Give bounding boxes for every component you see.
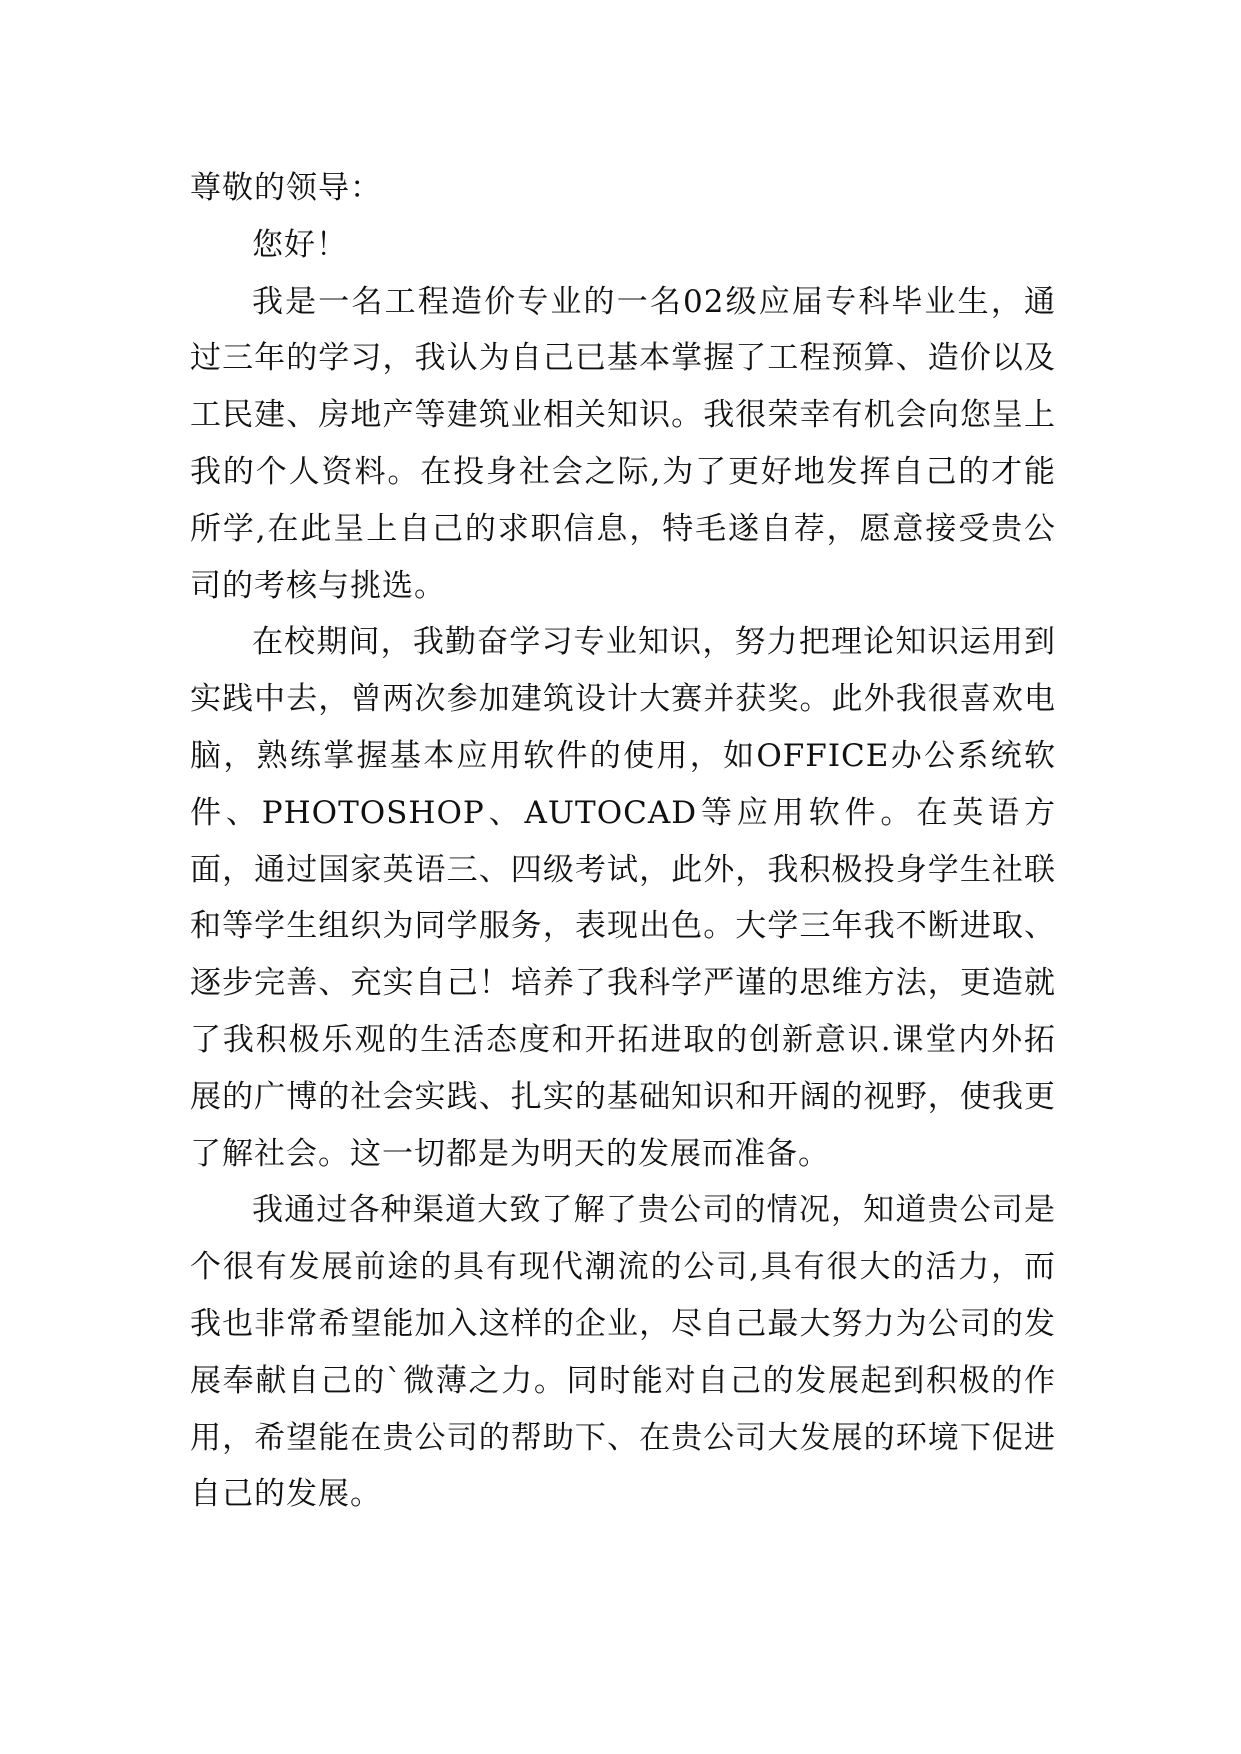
- cover-letter-body: [190, 160, 1056, 1523]
- greeting: 您好！: [252, 226, 348, 263]
- paragraph-company-interest: 我通过各种渠道大致了解了贵公司的情况，知道贵公司是个很有发展前途的具有现代潮流的公司,具有很大的活力，而我也非常希望能加入这样的企业，尽自己最大努力为公司的发展奉献自己的`微薄之力。同时能对自己的发展起到积极的作用，希望能在贵公司的帮助下、在贵公司大发展的环境下促进自己的发展。: [190, 1192, 1056, 1513]
- paragraph-school-experience: 在校期间，我勤奋学习专业知识，努力把理论知识运用到实践中去，曾两次参加建筑设计大赛并获奖。此外我很喜欢电脑，熟练掌握基本应用软件的使用，如OFFICE办公系统软件、PHOTOSHOP、AUTOCAD等应用软件。在英语方面，通过国家英语三、四级考试，此外，我积极投身学生社联和等学生组织为同学服务，表现出色。大学三年我不断进取、逐步完善、充实自己！培养了我科学严谨的思维方法，更造就了我积极乐观的生活态度和开拓进取的创新意识.课堂内外拓展的广博的社会实践、扎实的基础知识和开阔的视野，使我更了解社会。这一切都是为明天的发展而准备。: [190, 624, 1056, 1172]
- paragraph-introduction: 我是一名工程造价专业的一名02级应届专科毕业生，通过三年的学习，我认为自己已基本掌握了工程预算、造价以及工民建、房地产等建筑业相关知识。我很荣幸有机会向您呈上我的个人资料。在投身社会之际,为了更好地发挥自己的才能所学,在此呈上自己的求职信息，特毛遂自荐，愿意接受贵公司的考核与挑选。: [190, 283, 1056, 604]
- salutation: 尊敬的领导：: [190, 170, 382, 206]
